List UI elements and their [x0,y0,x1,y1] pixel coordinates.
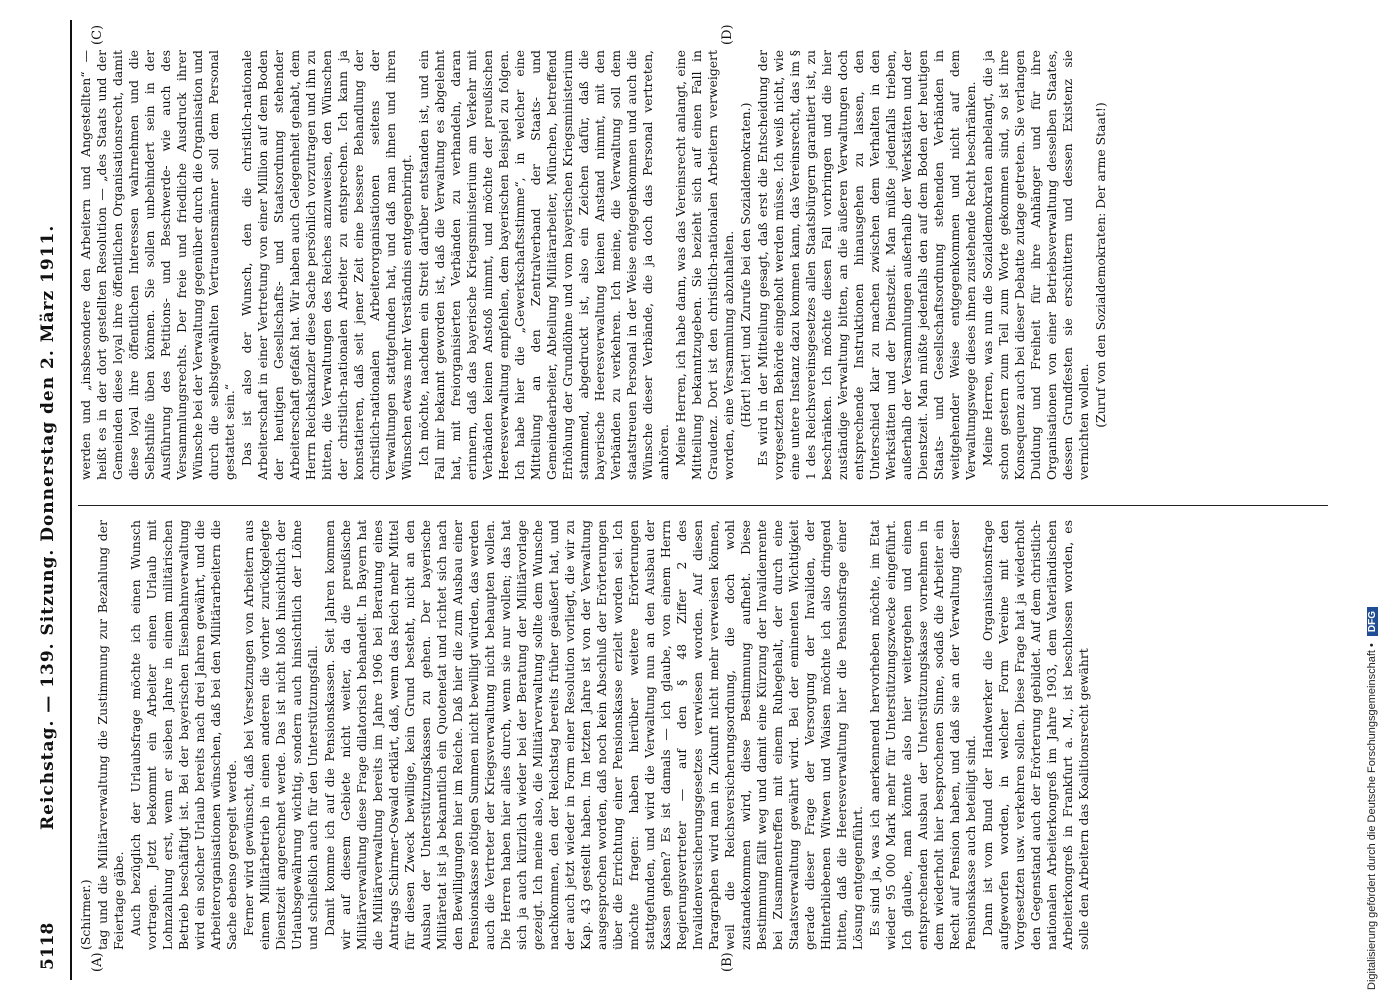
left-column [78,520,1338,950]
margin-mark-d: (D) [720,24,735,45]
interjection: (Hört! hört! und Zurufe bei den Sozialdemokraten.) [738,102,753,428]
dfg-logo: DFG [1367,607,1378,636]
margin-mark-b: (B) [720,952,735,972]
margin-mark-a: (A) [90,952,105,972]
paragraph: Dann ist vom Bund der Handwerker die Organisationsfrage aufgeworfen worden, in welcher Form Vereine mit den Vorgesetzten usw. verkehren sollen. Diese Frage hat ja wiederholt den Gegenstand auch der Erörterung gebildet. Auf dem christlich-nationalen Arbeiterkongreß im Jahre 1903, dem Vaterländischen Arbeiterkongreß in Frankfurt a. M., ist beschlossen worden, es solle den Arbeitern das Koalitionsrecht gewährt [980,520,1091,950]
credit-text: Digitalisierung gefördert durch die Deutsche Forschungsgemeinschaft • [1366,643,1378,990]
column-divider [78,505,1328,506]
paragraph: Es wird in der Mitteilung gesagt, daß erst die Entscheidung der vorgesetzten Behörde eingeholt werden müsse. Ich weiß nicht, wie eine untere Instanz dazu kommen kann, das Vereinsrecht, das im § 1 des Reichsvereinsgesetzes allen Staatsbürgern garantiert ist, zu beschränken. Ich möchte diesen Fall vorbringen und die hier zuständige Verwaltung bitten, an die äußeren Verwaltungen doch entsprechende Instruktionen hinausgehen zu lassen, den Unterschied klar zu machen zwischen dem Verhalten in den Werkstätten und der Dienstzeit. Man müßte jedenfalls trieben, außerhalb der Versammlungen außerhalb der Werkstätten und der Dienstzeit. Man müßte jedenfalls den auf dem Boden der heutigen Staats- und Gesellschaftsordnung stehenden Verbänden in weitgehender Weise entgegenkommen und nicht auf dem Verwaltungswege dieses ihnen zustehende Recht beschränken. [755,50,978,480]
paragraph: Es sind ja, was ich anerkennend hervorheben möchte, im Etat wieder 95 000 Mark mehr für Unterstützungszwecke eingeführt. Ich glaube, man könnte also hier weitergehen und einen entsprechenden Ausbau der Unterstützungskasse vornehmen in dem wiederholt hier besprochenen Sinne, sodaß die Arbeiter ein Recht auf Pension haben, und daß sie an der Verwaltung dieser Pensionskasse auch beteiligt sind. [867,520,978,950]
paragraph: Das ist also der Wunsch, den die christlich-nationale Arbeiterschaft in einer Vertretung von einer Million auf dem Boden der heutigen Gesellschafts- und Staatsordnung stehender Arbeiterschaft gefaßt hat. Wir haben auch Gelegenheit gehabt, dem Herrn Reichskanzler diese Sache persönlich vorzutragen und ihn zu bitten, die Verwaltungen des Reiches anzuweisen, den Wünschen der christlich-nationalen Arbeiter zu entsprechen. Ich kann ja konstatieren, daß seit jener Zeit eine bessere Behandlung der christlich-nationalen Arbeiterorganisationen seitens der Verwaltungen stattgefunden hat, und daß man ihnen und ihren Wünschen etwas mehr Verständnis entgegenbringt. [239,50,414,480]
paragraph: Damit komme ich auf die Pensionskassen. Seit Jahren kommen wir auf diesem Gebiete nicht weiter, da die preußische Militärverwaltung diese Frage dilatorisch behandelt. In Bayern hat die Militärverwaltung bereits im Jahre 1906 bei Beratung eines Antrags Schirmer-Oswald erklärt, daß, wenn das Reich mehr Mittel für diesen Zweck bewillige, kein Grund besteht, nicht an den Ausbau der Unterstützungskassen zu gehen. Der bayerische Militäretat ist ja bekanntlich ein Quotenetat und richtet sich nach den Bewilligungen hier im Reiche. Daß hier die zum Ausbau einer Pensionskasse nötigen Summen nicht bewilligt würden, das werden auch die Vertreter der Kriegsverwaltung nicht behaupten wollen. Die Herren haben hier alles durch, wenn sie nur wollen; das hat sich ja auch kürzlich wieder bei der Beratung der Militärvorlage gezeigt. Ich meine also, die Militärverwaltung sollte dem Wunsche nachkommen, den der Reichstag bereits früher geäußert hat, und der auch jetzt wieder in Form einer Resolution vorliegt, die wir zu Kap. 43 gestellt haben. Im letzten Jahre ist von der Verwaltung ausgesprochen worden, daß noch kein Abschluß der Erörterungen über die Errichtung einer Pensionskasse erzielt worden sei. Ich möchte fragen: haben hierüber weitere Erörterungen stattgefunden, und wird die Verwaltung nun an den Ausbau der Kassen gehen? Es ist damals — ich glaube, von einem Herrn Regierungsvertreter — auf den § 48 Ziffer 2 des Invalidenversicherungsgesetzes verwiesen worden. Auf diesen Paragraphen wird man in Zukunft nicht mehr verweisen können, weil die Reichsversicherungsordnung, die doch wohl zustandekommen wird, diese Bestimmung aufhebt. Diese Bestimmung fällt weg und damit eine Kürzung der Invalidenrente bei Zusammentreffen mit einem Ruhegehalt, der durch eine Staatsverwaltung gewährt wird. Bei der eminenten Wichtigkeit gerade dieser Frage der Versorgung der Invaliden, der Hinterbliebenen Witwen und Waisen möchte ich also dringend bitten, daß die Heeresverwaltung hier die Pensionsfrage einer Lösung entgegenführt. [322,520,865,950]
scanned-page [30,20,1340,980]
paragraph: tag und die Militärverwaltung die Zustimmung zur Bezahlung der Feiertage gäbe. [95,520,126,950]
paragraph: Meine Herren, was nun die Sozialdemokraten anbelangt, die ja schon gestern zum Teil zum Worte gekommen sind, so ist ihre Konsequenz auch bei dieser Debatte zutage getreten. Sie verlangen Duldung und Freiheit für ihre Anhänger und für ihre Organisationen von einer Betriebsverwaltung desselben Staates, dessen Grundfesten sie erschüttern und dessen Existenz sie vernichten wollen. [980,50,1091,480]
header-rule [70,20,72,980]
page-header [30,20,66,980]
paragraph: Meine Herren, ich habe dann, was das Vereinsrecht anlangt, eine Mitteilung bekanntzugeben. Sie bezieht sich auf einen Fall in Graudenz. Dort ist den christlich-nationalen Arbeitern verweigert worden, eine Versammlung abzuhalten. [673,50,736,480]
running-head: Reichstag. — 139. Sitzung. Donnerstag den 2. März 1911. [38,224,58,830]
digitization-credit [1366,607,1378,990]
margin-mark-c: (C) [90,24,105,45]
interjection: (Zuruf von den Sozialdemokraten: Der arme Staat!) [1093,102,1108,428]
paragraph: Auch bezüglich der Urlaubsfrage möchte ich einen Wunsch vortragen. Jetzt bekommt ein Arbeiter einen Urlaub mit Lohnzahlung erst, wenn er sieben Jahre in einem militärischen Betrieb beschäftigt ist. Bei der bayerischen Eisenbahnverwaltung wird ein solcher Urlaub bereits nach drei Jahren gewährt, und die Arbeiterorganisationen wünschen, daß bei den Militärarbeitern die Sache ebenso geregelt werde. [128,520,239,950]
page-number: 5118 [38,922,58,970]
paragraph: werden und „insbesondere den Arbeitern und Angestellten“ — heißt es in der dort gestellten Resolution — „des Staats und der Gemeinden diese loyal ihre öffentlichen Organisationsrecht, damit diese loyal ihre öffentlichen Interessen wahrnehmen und die Selbsthilfe üben können. Sie sollen unbehindert sein in der Ausführung des Petitions- und Beschwerde- wie auch des Versammlungsrechts. Der freie und friedliche Ausdruck ihrer Wünsche bei der Verwaltung gegenüber durch die Organisation und durch die selbstgewählten Vertrauensmänner soll dem Personal gestattet sein.“ [78,50,237,480]
paragraph: Ich möchte, nachdem ein Streit darüber entstanden ist, und ein Fall mir bekannt geworden ist, daß die Verwaltung es abgelehnt hat, mit freiorganisierten Verbänden zu verhandeln, daran erinnern, daß das bayerische Kriegsministerium am Verkehr mit Verbänden keinen Anstoß nimmt, und möchte der preußischen Heeresverwaltung empfehlen, dem bayerischen Beispiel zu folgen. Ich habe hier die „Gewerkschaftsstimme“, in welcher eine Mitteilung an den Zentralverband der Staats- und Gemeindearbeiter, Abteilung Militärarbeiter, München, betreffend Erhöhung der Grundlöhne und vom bayerischen Kriegsministerium stammend, abgedruckt ist, also ein Zeichen dafür, daß die bayerische Heeresverwaltung keinen Anstand nimmt, mit den Verbänden zu verkehren. Ich meine, die Verwaltung soll dem staatstreuen Personal in der Weise entgegenkommen und auch die Wünsche dieser Verbände, die ja doch das Personal vertreten, anhören. [416,50,671,480]
right-column [78,50,1338,480]
paragraph: (Schirmer.) [78,879,93,950]
paragraph: Ferner wird gewünscht, daß bei Versetzungen von Arbeitern aus einem Militärbetrieb in einen anderen die vorher zurückgelegte Dienstzeit angerechnet werde. Das ist nicht bloß hinsichtlich der Urlaubsgewährung wichtig, sondern auch hinsichtlich der Löhne und schließlich auch für den Unterstützungsfall. [241,520,320,950]
